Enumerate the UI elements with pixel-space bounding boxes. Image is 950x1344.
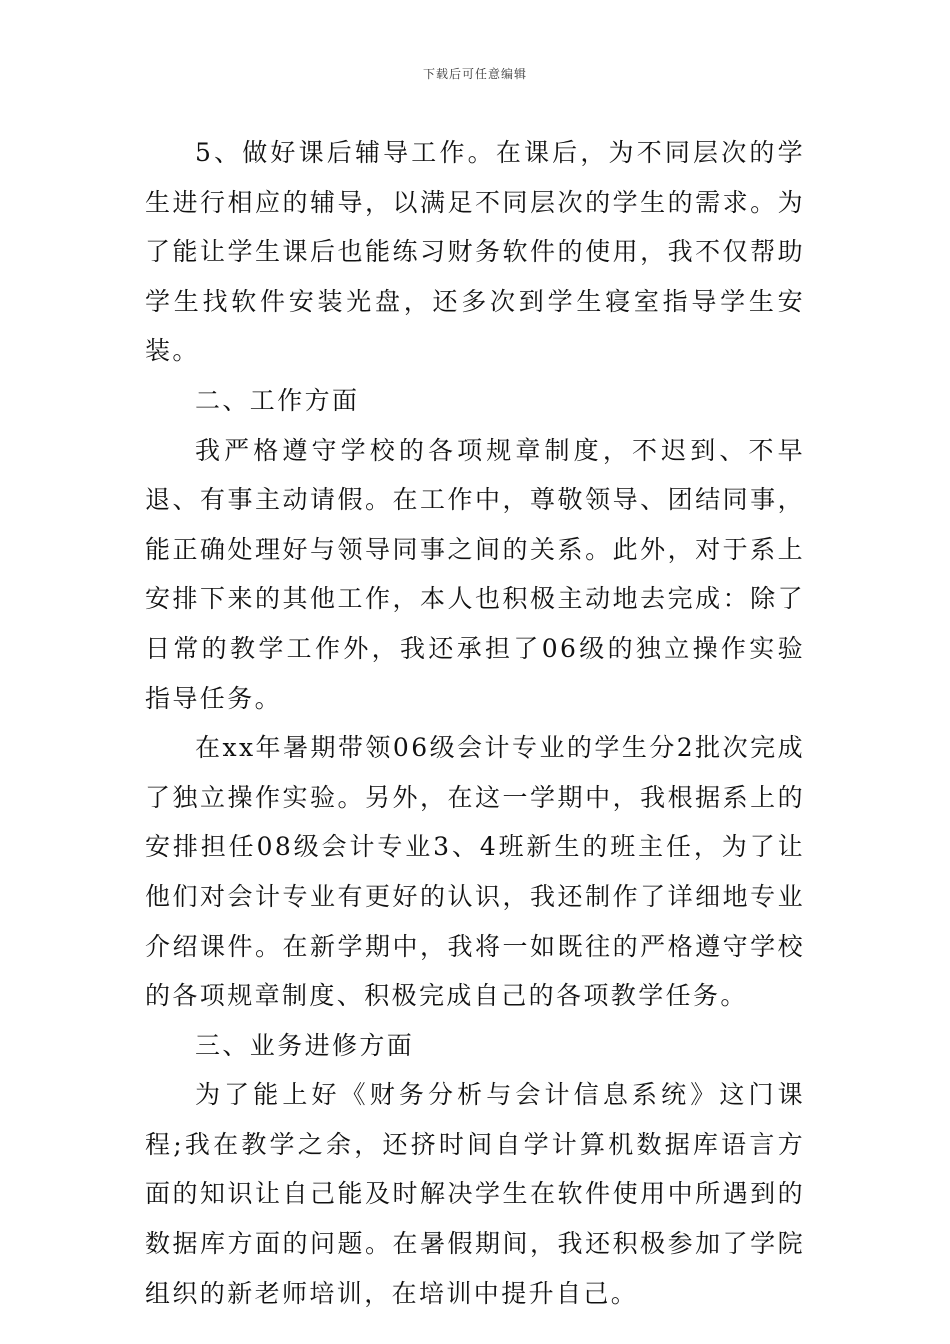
document-body <box>145 128 805 1318</box>
paragraph-experiment: 在xx年暑期带领06级会计专业的学生分2批次完成了独立操作实验。另外，在这一学期中，我根据系上的安排担任08级会计专业3、4班新生的班主任，为了让他们对会计专业有更好的认识，我还制作了详细地专业介绍课件。在新学期中，我将一如既往的严格遵守学校的各项规章制度、积极完成自己的各项教学任务。 <box>145 733 805 1011</box>
paragraph-work: 我严格遵守学校的各项规章制度，不迟到、不早退、有事主动请假。在工作中，尊敬领导、团结同事，能正确处理好与领导同事之间的关系。此外，对于系上安排下来的其他工作，本人也积极主动地去完成：除了日常的教学工作外，我还承担了06级的独立操作实验指导任务。 <box>145 435 805 713</box>
paragraph-tutoring: 5、做好课后辅导工作。在课后，为不同层次的学生进行相应的辅导，以满足不同层次的学生的需求。为了能让学生课后也能练习财务软件的使用，我不仅帮助学生找软件安装光盘，还多次到学生寝室指导学生安装。 <box>145 138 805 366</box>
page-header-note: 下载后可任意编辑 <box>422 67 527 81</box>
paragraph-training: 为了能上好《财务分析与会计信息系统》这门课程;我在教学之余，还挤时间自学计算机数据库语言方面的知识让自己能及时解决学生在软件使用中所遇到的数据库方面的问题。在暑假期间，我还积极参加了学院组织的新老师培训，在培训中提升自己。 <box>145 1080 805 1308</box>
section-heading-training: 三、业务进修方面 <box>195 1030 415 1060</box>
section-heading-work: 二、工作方面 <box>195 385 360 415</box>
